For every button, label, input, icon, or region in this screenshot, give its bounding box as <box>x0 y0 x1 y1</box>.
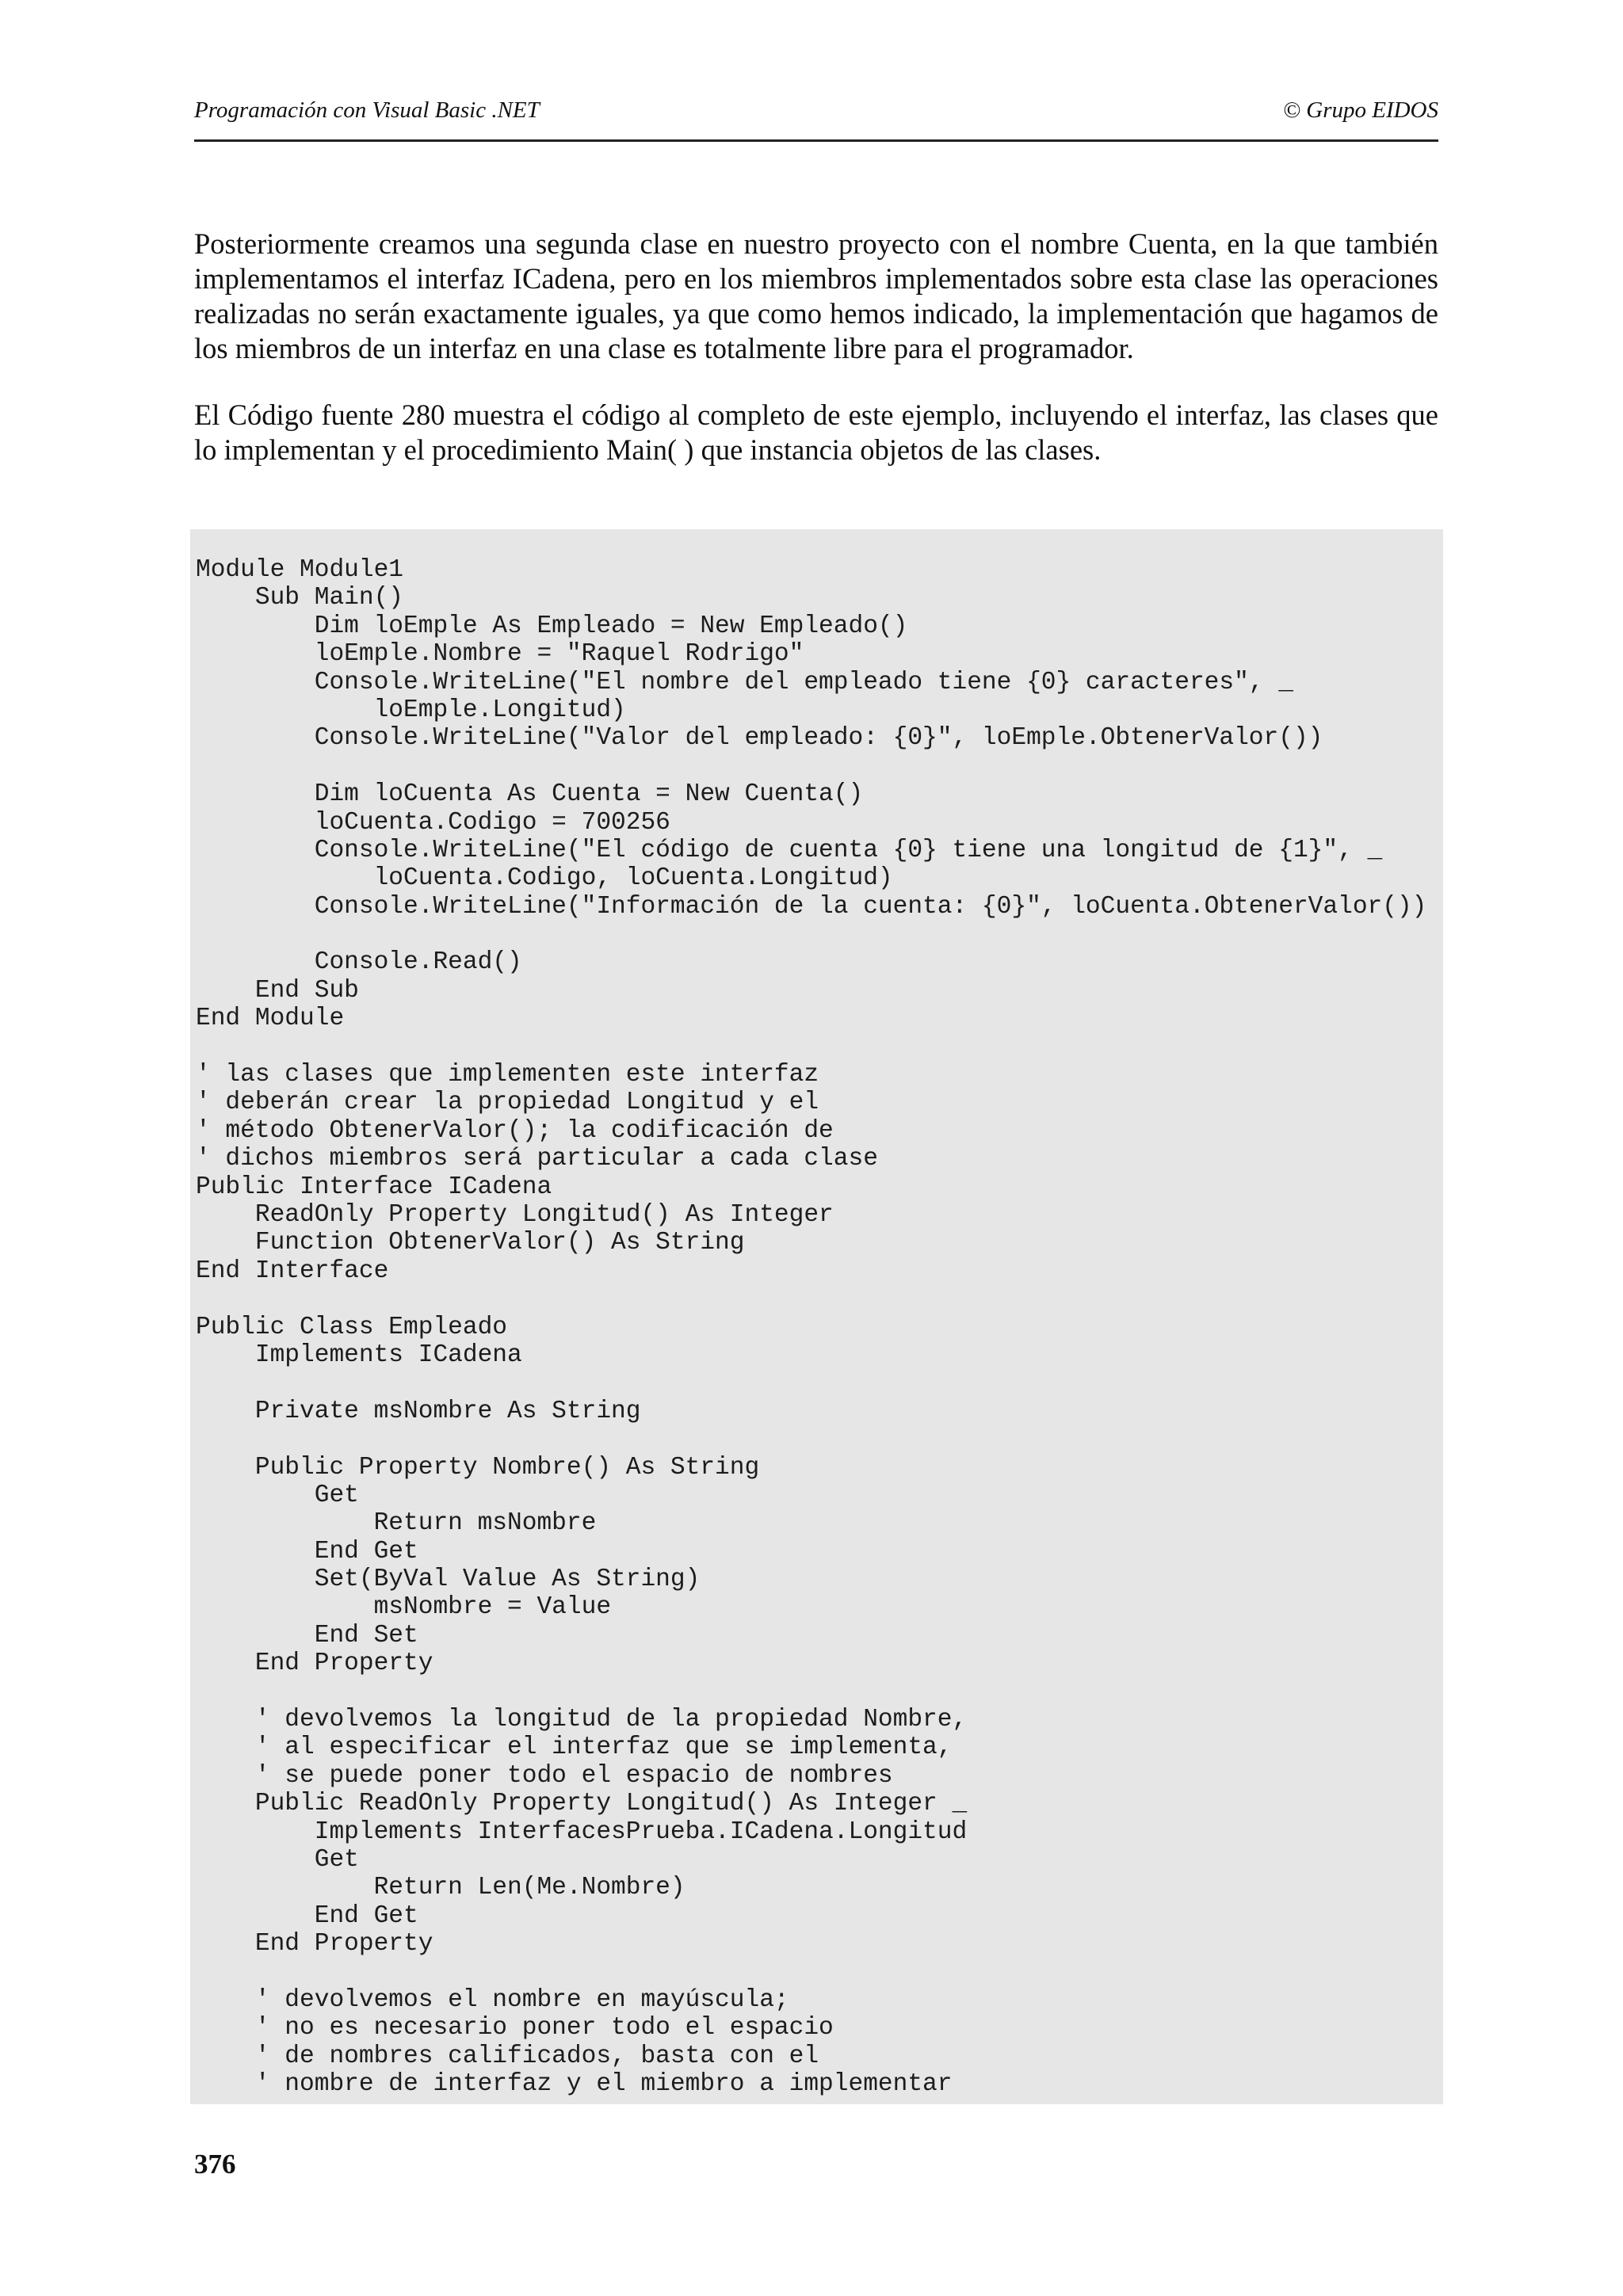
code-line: ' nombre de interfaz y el miembro a implementar <box>196 2070 953 2099</box>
code-line: Function ObtenerValor() As String <box>196 1229 745 1257</box>
code-line: ReadOnly Property Longitud() As Integer <box>196 1200 834 1229</box>
code-line: ' deberán crear la propiedad Longitud y el <box>196 1089 819 1117</box>
code-line <box>196 1033 1426 1061</box>
body-paragraph-2: El Código fuente 280 muestra el código al completo de este ejemplo, incluyendo el interfaz, las clases que lo implementan y el procedimiento Main( ) que instancia objetos de las clases. <box>194 399 1438 466</box>
code-line: Public Interface ICadena <box>196 1173 552 1201</box>
code-line: msNombre = Value <box>196 1593 612 1622</box>
code-line: Set(ByVal Value As String) <box>196 1566 701 1594</box>
page-header <box>194 93 1438 142</box>
code-line: Console.WriteLine("Valor del empleado: {0}", loEmple.ObtenerValor()) <box>196 724 1323 753</box>
code-line: End Set <box>196 1621 418 1650</box>
book-title: Programación con Visual Basic .NET <box>194 97 540 123</box>
code-line <box>196 1369 1426 1397</box>
code-line: End Property <box>196 1930 433 1958</box>
code-line: ' método ObtenerValor(); la codificación de <box>196 1116 834 1145</box>
code-line: Console.WriteLine("El código de cuenta {0} tiene una longitud de {1}", _ <box>196 836 1383 864</box>
code-line: ' devolvemos el nombre en mayúscula; <box>196 1985 789 2014</box>
code-line: loEmple.Nombre = "Raquel Rodrigo" <box>196 640 804 669</box>
code-line: Implements InterfacesPrueba.ICadena.Longitud <box>196 1817 968 1846</box>
code-line: Public Class Empleado <box>196 1313 508 1341</box>
code-line: Private msNombre As String <box>196 1397 641 1425</box>
code-line: Console.WriteLine("El nombre del empleado tiene {0} caracteres", _ <box>196 668 1293 696</box>
code-line: ' de nombres calificados, basta con el <box>196 2042 819 2070</box>
code-line <box>196 1678 1426 1706</box>
code-line: End Property <box>196 1650 433 1678</box>
code-line <box>196 1958 1426 1986</box>
code-line: Sub Main() <box>196 584 404 612</box>
code-line: ' las clases que implementen este interfaz <box>196 1061 819 1089</box>
code-line: Return Len(Me.Nombre) <box>196 1874 685 1902</box>
code-line: Dim loEmple As Empleado = New Empleado() <box>196 612 908 640</box>
code-line: loCuenta.Codigo, loCuenta.Longitud) <box>196 864 893 893</box>
code-line: End Interface <box>196 1257 389 1285</box>
code-line: Get <box>196 1481 359 1509</box>
code-line: Console.WriteLine("Información de la cuenta: {0}", loCuenta.ObtenerValor()) <box>196 892 1427 921</box>
code-line: ' no es necesario poner todo el espacio <box>196 2014 834 2042</box>
code-line: End Sub <box>196 976 359 1005</box>
code-line: Module Module1 <box>196 556 404 584</box>
code-line: ' se puede poner todo el espacio de nombres <box>196 1761 893 1790</box>
code-line: End Get <box>196 1537 418 1566</box>
code-listing <box>190 529 1443 2104</box>
publisher-name: © Grupo EIDOS <box>1282 97 1438 123</box>
code-line: Implements ICadena <box>196 1341 522 1369</box>
code-line: End Module <box>196 1005 345 1033</box>
code-line: Console.Read() <box>196 948 522 977</box>
code-line: End Get <box>196 1901 418 1930</box>
code-line: Public ReadOnly Property Longitud() As Integer _ <box>196 1790 968 1818</box>
code-line <box>196 1425 1426 1453</box>
code-line: Public Property Nombre() As String <box>196 1453 760 1482</box>
code-line: ' al especificar el interfaz que se implementa, <box>196 1733 953 1762</box>
code-line: Get <box>196 1845 359 1874</box>
code-line <box>196 753 1426 780</box>
code-line <box>196 921 1426 948</box>
code-line: Dim loCuenta As Cuenta = New Cuenta() <box>196 780 864 809</box>
code-block <box>196 556 1426 2098</box>
code-line: loCuenta.Codigo = 700256 <box>196 808 670 837</box>
code-line: ' devolvemos la longitud de la propiedad Nombre, <box>196 1706 968 1734</box>
code-line: Return msNombre <box>196 1509 597 1538</box>
code-line: loEmple.Longitud) <box>196 696 626 724</box>
code-line <box>196 1285 1426 1313</box>
body-paragraph-1: Posteriormente creamos una segunda clase en nuestro proyecto con el nombre Cuenta, en la que también implementamos el interfaz ICadena, pero en los miembros implementados sobre esta clase las operaciones realizadas no serán exactamente iguales, ya que como hemos indicado, la implementación que hagamos de los miembros de un interfaz en una clase es totalmente libre para el programador. <box>194 227 1438 364</box>
code-line: ' dichos miembros será particular a cada clase <box>196 1145 878 1173</box>
page-number: 376 <box>194 2149 236 2180</box>
